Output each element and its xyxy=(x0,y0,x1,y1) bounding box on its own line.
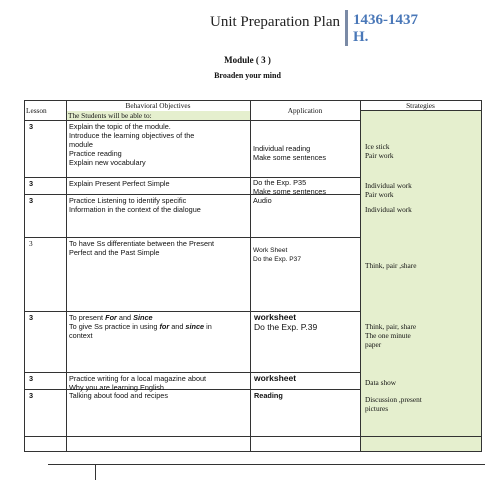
plan-table xyxy=(24,100,482,452)
row-7-application xyxy=(254,391,360,400)
row-5-obj-2-for: for xyxy=(159,322,170,331)
footer-tick xyxy=(95,465,96,480)
row-2-objective-1: Explain Present Perfect Simple xyxy=(69,179,170,188)
row-5-objective-2 xyxy=(69,322,249,331)
row-4-application-2: Do the Exp. P37 xyxy=(253,256,302,263)
year-line-1: 1436-1437 xyxy=(353,12,418,28)
row-2-objectives xyxy=(69,179,249,188)
row-5-objective-3: context xyxy=(69,331,93,340)
header-objectives-sub: The Students will be able to: xyxy=(68,111,152,120)
row-6-objective-1: Practice writing for a local magazine about xyxy=(69,374,207,383)
row-4-application-1: Work Sheet xyxy=(253,247,288,254)
row-5-strategies xyxy=(365,322,479,349)
row-4-strategy-1: Think, pair ,share xyxy=(365,261,417,270)
row-5-strategy-2: The one minute xyxy=(365,331,411,340)
row-7-objectives xyxy=(69,391,249,400)
row-7-strategies xyxy=(365,395,479,413)
row-5-obj-1-for: For xyxy=(105,313,117,322)
row-1-objective-3: module xyxy=(69,140,93,149)
row-1-strategy-2: Pair work xyxy=(365,151,394,160)
row-6-strategies xyxy=(365,378,479,387)
row-5-objective-1 xyxy=(69,313,249,322)
module-subtitle: Broaden your mind xyxy=(214,71,281,80)
row-1-strategy-1: Ice stick xyxy=(365,142,390,151)
header-bottom-line xyxy=(25,120,360,121)
row-3-objective-2: Information in the context of the dialogue xyxy=(69,205,201,214)
row-4-strategies xyxy=(365,261,479,270)
row-3-strategy-1: Individual work xyxy=(365,205,412,214)
row-line-7 xyxy=(25,436,481,437)
row-4-application xyxy=(253,246,359,264)
row-5-application xyxy=(254,312,360,332)
footer-rule xyxy=(48,464,485,465)
col-divider-application xyxy=(360,101,361,451)
row-3-lesson: 3 xyxy=(29,196,34,205)
module-title: Module ( 3 ) xyxy=(224,55,271,65)
row-6-lesson: 3 xyxy=(29,374,34,383)
row-5-strategy-1: Think, pair, share xyxy=(365,322,417,331)
row-5-strategy-3: paper xyxy=(365,340,382,349)
row-2-strategy-2: Pair work xyxy=(365,190,394,199)
row-5-application-1: worksheet xyxy=(254,312,297,322)
header-strategies: Strategies xyxy=(406,101,435,110)
header-divider xyxy=(345,10,348,46)
row-3-objectives xyxy=(69,196,249,214)
plan-title: Unit Preparation Plan xyxy=(210,14,340,30)
row-5-objectives xyxy=(69,313,249,340)
row-2-application-1: Do the Exp. P35 xyxy=(253,178,307,187)
row-1-objective-2: Introduce the learning objectives of the xyxy=(69,131,195,140)
row-7-objective-1: Talking about food and recipes xyxy=(69,391,168,400)
row-2-strategy-1: Individual work xyxy=(365,181,412,190)
row-1-lesson: 3 xyxy=(29,122,34,131)
row-3-application-1: Audio xyxy=(253,196,272,205)
row-5-lesson: 3 xyxy=(29,313,34,322)
row-1-application-2: Make some sentences xyxy=(253,153,327,162)
row-1-objective-5: Explain new vocabulary xyxy=(69,158,146,167)
row-5-obj-1-pre: To present xyxy=(69,313,106,322)
row-6-strategy-1: Data show xyxy=(365,378,397,387)
row-6-objectives xyxy=(69,374,249,392)
row-3-application xyxy=(253,196,359,205)
row-1-objective-1: Explain the topic of the module. xyxy=(69,122,171,131)
row-4-objective-2: Perfect and the Past Simple xyxy=(69,248,160,257)
year-line-2: H. xyxy=(353,29,369,45)
row-5-obj-2-post: in xyxy=(204,322,212,331)
row-5-obj-1-mid: and xyxy=(116,313,134,322)
row-2-strategies xyxy=(365,181,479,199)
row-2-application xyxy=(253,178,359,196)
header-lesson: Lesson xyxy=(26,106,47,115)
row-5-obj-2-mid: and xyxy=(169,322,186,331)
row-1-application-1: Individual reading xyxy=(253,144,311,153)
row-6-application-1: worksheet xyxy=(254,373,297,383)
row-3-strategies xyxy=(365,205,479,214)
row-5-obj-2-pre: To give Ss practice in using xyxy=(69,322,160,331)
strategies-header-line xyxy=(360,110,481,111)
row-1-strategies xyxy=(365,142,479,160)
row-4-objectives xyxy=(69,239,249,257)
row-6-application xyxy=(254,373,360,383)
academic-year xyxy=(353,12,483,46)
row-1-objectives xyxy=(69,122,249,167)
row-2-lesson: 3 xyxy=(29,179,34,188)
row-line-3 xyxy=(25,237,360,238)
col-divider-objectives xyxy=(250,101,251,451)
header-objectives: Behavioral Objectives xyxy=(125,101,191,110)
row-1-objective-4: Practice reading xyxy=(69,149,122,158)
row-1-application xyxy=(253,144,359,162)
row-4-objective-1: To have Ss differentiate between the Present xyxy=(69,239,215,248)
row-5-application-2: Do the Exp. P.39 xyxy=(254,322,318,332)
row-5-obj-2-since: since xyxy=(185,322,205,331)
row-3-objective-1: Practice Listening to identify specific xyxy=(69,196,187,205)
row-7-application-1: Reading xyxy=(254,391,283,400)
row-2-application-2: Make some sentences xyxy=(253,187,327,196)
row-7-lesson: 3 xyxy=(29,391,34,400)
row-5-obj-1-since: Since xyxy=(133,313,153,322)
row-7-strategy-1: Discussion ,present xyxy=(365,395,422,404)
row-6-objective-2: Why you are learning English xyxy=(69,383,164,392)
header-application: Application xyxy=(287,106,323,115)
row-4-lesson: 3 xyxy=(29,239,33,248)
col-divider-lesson xyxy=(66,101,67,451)
row-7-strategy-2: pictures xyxy=(365,404,389,413)
